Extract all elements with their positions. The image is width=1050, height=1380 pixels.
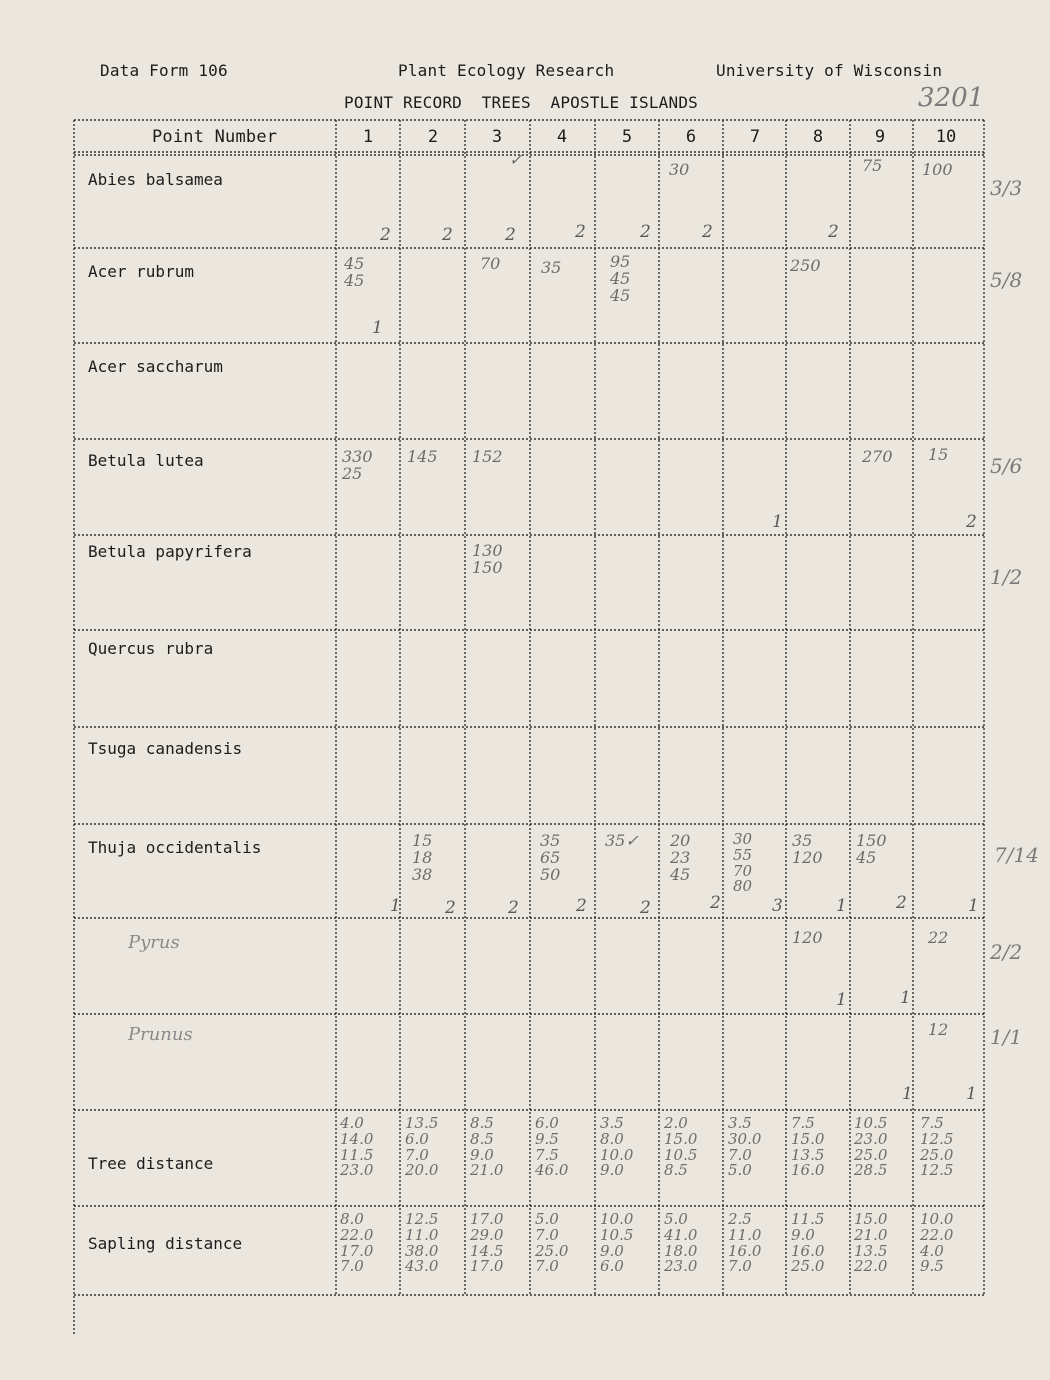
pyrus-p10: 22: [928, 928, 949, 947]
abies-p6: 30: [669, 160, 690, 179]
thuja-p9: 150 45: [856, 831, 887, 867]
thuja-p4: 35 65 50: [540, 831, 561, 884]
thuja-count-p5: 2: [640, 898, 651, 918]
sapling-distance-p8: 11.5 9.0 16.0 25.0: [791, 1210, 825, 1276]
tree-distance-p4: 6.0 9.5 7.5 46.0: [535, 1114, 569, 1180]
point-5: 5: [621, 127, 633, 147]
tree-distance-p1: 4.0 14.0 11.5 23.0: [340, 1114, 374, 1180]
sapling-distance-p9: 15.0 21.0 13.5 22.0: [854, 1210, 888, 1276]
point-7: 7: [749, 127, 761, 147]
species-acer-rubrum: Acer rubrum: [88, 262, 194, 281]
species-prunus: Prunus: [128, 1024, 193, 1045]
sapling-distance-p7: 2.5 11.0 16.0 7.0: [728, 1210, 762, 1276]
abies-count-p2: 2: [442, 225, 453, 245]
abies-count-p6: 2: [702, 222, 713, 242]
acer-rubrum-p4: 35: [541, 258, 562, 277]
point-1: 1: [362, 127, 374, 147]
thuja-count-p4: 2: [576, 896, 587, 916]
species-abies-balsamea: Abies balsamea: [88, 170, 223, 189]
abies-count-p4: 2: [575, 222, 586, 242]
thuja-count-p2: 2: [445, 898, 456, 918]
sapling-distance-p4: 5.0 7.0 25.0 7.0: [535, 1210, 569, 1276]
abies-p3-check: ✓: [509, 150, 523, 169]
acer-rubrum-p5: 95 45 45: [610, 252, 631, 305]
pyrus-p8: 120: [792, 928, 823, 947]
point-8: 8: [812, 127, 824, 147]
sapling-distance-p2: 12.5 11.0 38.0 43.0: [405, 1210, 439, 1276]
abies-count-p5: 2: [640, 222, 651, 242]
abies-p9: 75: [862, 156, 883, 175]
sapling-distance-p10: 10.0 22.0 4.0 9.5: [920, 1210, 954, 1276]
thuja-p2: 15 18 38: [412, 831, 433, 884]
tree-distance-p10: 7.5 12.5 25.0 12.5: [920, 1114, 954, 1180]
tree-distance-p5: 3.5 8.0 10.0 9.0: [600, 1114, 634, 1180]
sapling-distance-p5: 10.0 10.5 9.0 6.0: [600, 1210, 634, 1276]
abies-count-p1: 2: [380, 225, 391, 245]
betula-lutea-p1: 330 25: [342, 447, 373, 483]
sapling-distance-label: Sapling distance: [88, 1234, 243, 1253]
point-2: 2: [427, 127, 439, 147]
tally-thuja: 7/14: [994, 843, 1039, 867]
point-6: 6: [685, 127, 697, 147]
sapling-distance-p6: 5.0 41.0 18.0 23.0: [664, 1210, 698, 1276]
thuja-count-p6: 2: [710, 893, 721, 913]
tree-distance-p7: 3.5 30.0 7.0 5.0: [728, 1114, 762, 1180]
thuja-count-p1: 1: [390, 896, 401, 916]
university: University of Wisconsin: [716, 61, 943, 80]
betula-lutea-p3: 152: [472, 447, 503, 466]
tally-prunus: 1/1: [990, 1025, 1023, 1049]
pyrus-p9-count: 1: [900, 988, 911, 1008]
record-number: 3201: [918, 83, 985, 113]
point-number-label: Point Number: [152, 127, 278, 147]
prunus-p10: 12: [928, 1020, 949, 1039]
species-betula-papyrifera: Betula papyrifera: [88, 542, 252, 561]
betula-lutea-p9: 270: [862, 447, 893, 466]
abies-p10: 100: [922, 160, 953, 179]
tree-distance-p9: 10.5 23.0 25.0 28.5: [854, 1114, 888, 1180]
tally-acer-rubrum: 5/8: [990, 268, 1023, 292]
sapling-distance-p3: 17.0 29.0 14.5 17.0: [470, 1210, 504, 1276]
tree-distance-p3: 8.5 8.5 9.0 21.0: [470, 1114, 504, 1180]
thuja-p6: 20 23 45: [670, 831, 691, 884]
betula-pap-p3: 130 150: [472, 541, 503, 577]
thuja-count-p10: 1: [968, 896, 979, 916]
acer-rubrum-p8: 250: [790, 256, 821, 275]
point-3: 3: [491, 127, 503, 147]
betula-lutea-p7-count: 1: [772, 512, 783, 532]
species-acer-saccharum: Acer saccharum: [88, 357, 223, 376]
prunus-p10-count: 1: [966, 1084, 977, 1104]
form-number: Data Form 106: [100, 61, 228, 80]
tree-distance-p6: 2.0 15.0 10.5 8.5: [664, 1114, 698, 1180]
thuja-p5: 35✓: [605, 831, 639, 850]
point-9: 9: [874, 127, 886, 147]
tally-betula-lutea: 5/6: [990, 454, 1023, 478]
form-title: POINT RECORD TREES APOSTLE ISLANDS: [344, 93, 698, 112]
species-betula-lutea: Betula lutea: [88, 451, 204, 470]
sapling-distance-p1: 8.0 22.0 17.0 7.0: [340, 1210, 374, 1276]
tree-distance-p8: 7.5 15.0 13.5 16.0: [791, 1114, 825, 1180]
pyrus-p8-count: 1: [836, 990, 847, 1010]
tally-pyrus: 2/2: [990, 940, 1023, 964]
species-pyrus: Pyrus: [128, 932, 180, 953]
abies-count-p8: 2: [828, 222, 839, 242]
acer-rubrum-p1: 45 45: [344, 254, 365, 290]
tally-betula-papyrifera: 1/2: [990, 565, 1023, 589]
thuja-count-p3: 2: [508, 898, 519, 918]
betula-lutea-p10-count: 2: [966, 512, 977, 532]
point-10: 10: [935, 127, 957, 147]
species-tsuga-canadensis: Tsuga canadensis: [88, 739, 243, 758]
thuja-p7: 30 55 70 80: [733, 830, 753, 896]
prunus-p9-count: 1: [902, 1084, 913, 1104]
point-4: 4: [556, 127, 568, 147]
abies-count-p3: 2: [505, 225, 516, 245]
tree-distance-label: Tree distance: [88, 1154, 214, 1173]
species-thuja-occidentalis: Thuja occidentalis: [88, 838, 262, 857]
acer-rubrum-p1-count: 1: [372, 318, 383, 338]
thuja-count-p9: 2: [896, 893, 907, 913]
thuja-p8: 35 120: [792, 831, 823, 867]
tree-distance-p2: 13.5 6.0 7.0 20.0: [405, 1114, 439, 1180]
organization: Plant Ecology Research: [398, 61, 615, 80]
tally-abies: 3/3: [990, 176, 1023, 200]
thuja-count-p7: 3: [772, 896, 783, 916]
thuja-count-p8: 1: [836, 896, 847, 916]
betula-lutea-p10: 15: [928, 445, 949, 464]
betula-lutea-p2: 145: [407, 447, 438, 466]
acer-rubrum-p3: 70: [480, 254, 501, 273]
species-quercus-rubra: Quercus rubra: [88, 639, 214, 658]
